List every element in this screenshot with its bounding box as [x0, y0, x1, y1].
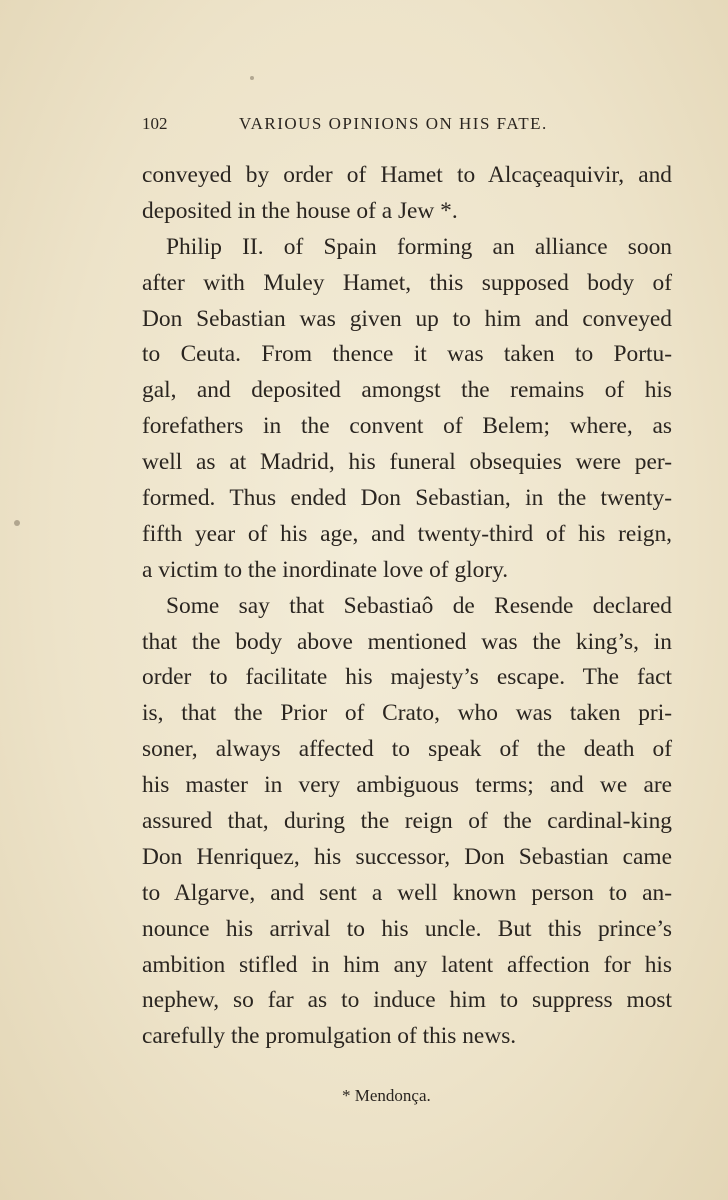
text-line: a victim to the inordinate love of glory. [142, 556, 509, 583]
text-line: well as at Madrid, his funeral obsequies were per- [142, 449, 672, 476]
text-line: fifth year of his age, and twenty-third of his reign, [142, 520, 672, 547]
text-line: nephew, so far as to induce him to suppress most [142, 987, 672, 1014]
text-line: formed. Thus ended Don Sebastian, in the twenty- [142, 485, 672, 512]
body-text [142, 158, 672, 1055]
page-number: 102 [142, 114, 168, 133]
text-line: carefully the promulgation of this news. [142, 1023, 517, 1050]
text-line: order to facilitate his majesty’s escape. The fact [142, 664, 672, 691]
text-line: that the body above mentioned was the king’s, in [142, 628, 672, 655]
running-head-title: VARIOUS OPINIONS ON HIS FATE. [239, 114, 548, 133]
text-line: to Algarve, and sent a well known person to an- [142, 879, 672, 906]
text-line: forefathers in the convent of Belem; where, as [142, 413, 672, 440]
text-line: gal, and deposited amongst the remains of his [142, 377, 672, 404]
text-line: assured that, during the reign of the cardinal-king [142, 808, 672, 835]
text-line: Don Sebastian was given up to him and conveyed [142, 305, 672, 332]
text-line: conveyed by order of Hamet to Alcaçeaquivir, and [142, 162, 672, 188]
text-line: ambition stifled in him any latent affection for his [142, 951, 672, 978]
text-line: deposited in the house of a Jew *. [142, 197, 458, 224]
text-line: his master in very ambiguous terms; and we are [142, 772, 672, 799]
running-head [142, 114, 672, 140]
footnote: * Mendonça. [342, 1086, 431, 1105]
text-line: Don Henriquez, his successor, Don Sebastian came [142, 843, 672, 870]
page-speck [14, 520, 20, 526]
text-line: to Ceuta. From thence it was taken to Portu- [142, 341, 672, 368]
text-line: Some say that Sebastiaô de Resende declared [166, 592, 672, 619]
ink-speck [250, 76, 254, 80]
text-line: soner, always affected to speak of the death of [142, 736, 672, 763]
text-line: after with Muley Hamet, this supposed body of [142, 269, 672, 296]
text-line: Philip II. of Spain forming an alliance soon [166, 233, 672, 260]
text-line: nounce his arrival to his uncle. But this prince’s [142, 915, 672, 942]
text-line: is, that the Prior of Crato, who was taken pri- [142, 700, 672, 727]
